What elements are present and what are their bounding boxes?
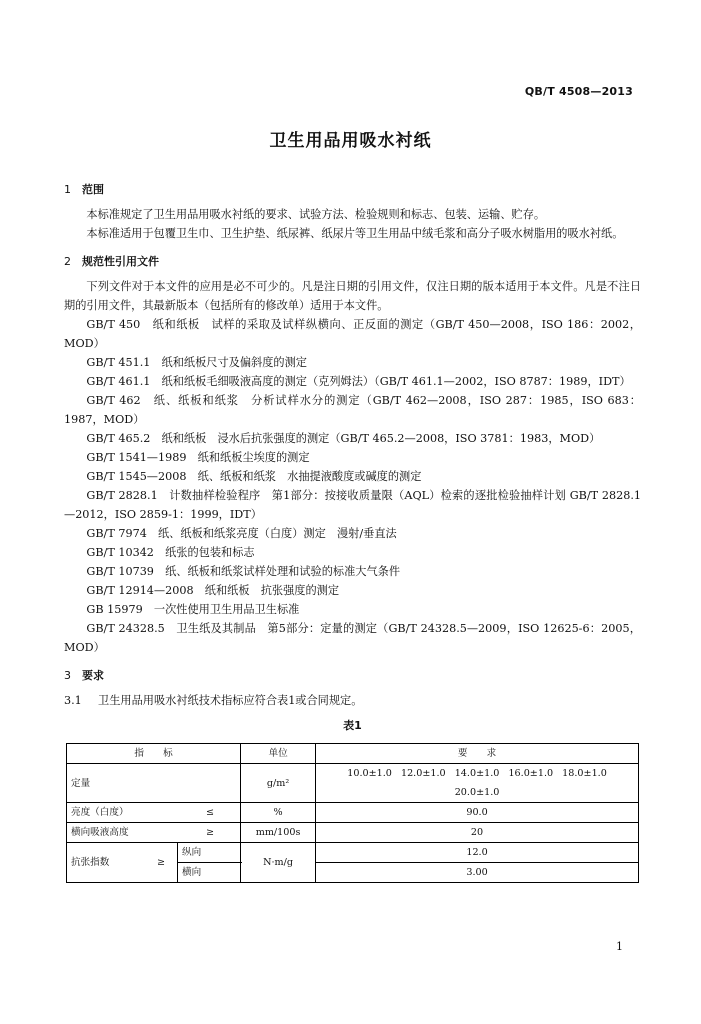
indicator-name — [67, 823, 241, 843]
document-body — [64, 176, 641, 883]
comparison-symbol: ≥ — [206, 827, 215, 838]
unit-cell: mm/100s — [241, 823, 316, 843]
reference-item: GB/T 10739 纸、纸板和纸浆试样处理和试验的标准大气条件 — [86, 565, 401, 578]
indicator-label: 横向吸液高度 — [71, 827, 129, 838]
unit-cell: % — [241, 803, 316, 823]
header-requirement: 要 求 — [316, 744, 639, 764]
reference-item: GB/T 12914—2008 纸和纸板 抗张强度的测定 — [86, 584, 340, 597]
requirement-value: 90.0 — [316, 803, 639, 823]
comparison-symbol: ≤ — [206, 807, 215, 818]
reference-item: GB/T 10342 纸张的包装和标志 — [86, 546, 255, 559]
direction-label: 纵向 — [178, 843, 241, 863]
reference-item: GB/T 462 纸、纸板和纸浆 分析试样水分的测定（GB/T 462—2008，ISO 287：1985，ISO 683：1987，MOD） — [64, 394, 641, 426]
indicator-label: 亮度（白度） — [71, 807, 129, 818]
clause-3-1 — [64, 691, 641, 710]
section-3-heading — [64, 666, 641, 685]
section-1-heading — [64, 180, 641, 199]
section-2-heading — [64, 252, 641, 271]
requirement-value: 10.0±1.0 — [347, 768, 392, 779]
table-row — [67, 823, 639, 843]
page-number: 1 — [616, 940, 623, 953]
unit-cell: N·m/g — [241, 843, 316, 883]
section-number: 2 — [64, 255, 71, 268]
requirement-value: 20 — [316, 823, 639, 843]
indicator-name: 定量 — [67, 764, 241, 803]
clause-text: 卫生用品用吸水衬纸技术指标应符合表1或合同规定。 — [98, 694, 363, 707]
requirement-value: 14.0±1.0 — [454, 768, 500, 779]
reference-item: GB/T 450 纸和纸板 试样的采取及试样纵横向、正反面的测定（GB/T 450—2008，ISO 186：2002，MOD） — [64, 318, 641, 350]
requirement-value: 20.0±1.0 — [454, 787, 500, 798]
unit-cell: g/m² — [241, 764, 316, 803]
document-title: 卫生用品用吸水衬纸 — [269, 131, 432, 151]
reference-item: GB/T 465.2 纸和纸板 浸水后抗张强度的测定（GB/T 465.2—2008，ISO 3781：1983，MOD） — [86, 432, 601, 445]
section-title: 规范性引用文件 — [82, 255, 159, 268]
reference-item: GB/T 1545—2008 纸、纸板和纸浆 水抽提液酸度或碱度的测定 — [86, 470, 422, 483]
table-header-row — [67, 744, 639, 764]
table-row — [67, 803, 639, 823]
reference-item: GB/T 451.1 纸和纸板尺寸及偏斜度的测定 — [86, 356, 307, 369]
scope-paragraph-1: 本标准规定了卫生用品用吸水衬纸的要求、试验方法、检验规则和标志、包装、运输、贮存。 — [86, 208, 546, 221]
requirement-values — [316, 764, 639, 803]
header-indicator: 指 标 — [67, 744, 241, 764]
indicator-label: 抗张指数 — [71, 857, 110, 868]
reference-item: GB/T 1541—1989 纸和纸板尘埃度的测定 — [86, 451, 310, 464]
requirements-table — [66, 743, 639, 883]
comparison-symbol: ≥ — [156, 857, 165, 868]
direction-label: 横向 — [178, 863, 241, 883]
reference-item: GB/T 2828.1 计数抽样检验程序 第1部分：按接收质量限（AQL）检索的逐批检验抽样计划 GB/T 2828.1—2012，ISO 2859-1：1999，IDT） — [64, 489, 641, 521]
clause-number: 3.1 — [64, 694, 82, 707]
reference-item: GB/T 24328.5 卫生纸及其制品 第5部分：定量的测定（GB/T 24328.5—2009，ISO 12625-6：2005，MOD） — [64, 622, 641, 654]
requirement-value: 16.0±1.0 — [508, 768, 554, 779]
requirement-value: 3.00 — [316, 863, 639, 883]
table-caption: 表1 — [343, 719, 362, 732]
requirement-value: 18.0±1.0 — [562, 768, 607, 779]
section-number: 3 — [64, 669, 71, 682]
table-row — [67, 764, 639, 803]
standard-number: QB/T 4508—2013 — [524, 85, 633, 98]
references-intro: 下列文件对于本文件的应用是必不可少的。凡是注日期的引用文件，仅注日期的版本适用于本文件。凡是不注日期的引用文件，其最新版本（包括所有的修改单）适用于本文件。 — [64, 280, 641, 312]
section-number: 1 — [64, 183, 71, 196]
header-unit: 单位 — [241, 744, 316, 764]
scope-paragraph-2: 本标准适用于包覆卫生巾、卫生护垫、纸尿裤、纸尿片等卫生用品中绒毛浆和高分子吸水树脂用的吸水衬纸。 — [86, 227, 624, 240]
table-row — [67, 843, 639, 863]
indicator-name — [67, 803, 241, 823]
requirement-value: 12.0±1.0 — [400, 768, 446, 779]
indicator-name — [67, 843, 178, 883]
reference-item: GB 15979 一次性使用卫生用品卫生标准 — [86, 603, 300, 616]
reference-item: GB/T 7974 纸、纸板和纸浆亮度（白度）测定 漫射/垂直法 — [86, 527, 397, 540]
requirement-value: 12.0 — [316, 843, 639, 863]
section-title: 范围 — [82, 183, 104, 196]
reference-item: GB/T 461.1 纸和纸板毛细吸液高度的测定（克列姆法）（GB/T 461.1—2002，ISO 8787：1989，IDT） — [86, 375, 631, 388]
section-title: 要求 — [82, 669, 104, 682]
